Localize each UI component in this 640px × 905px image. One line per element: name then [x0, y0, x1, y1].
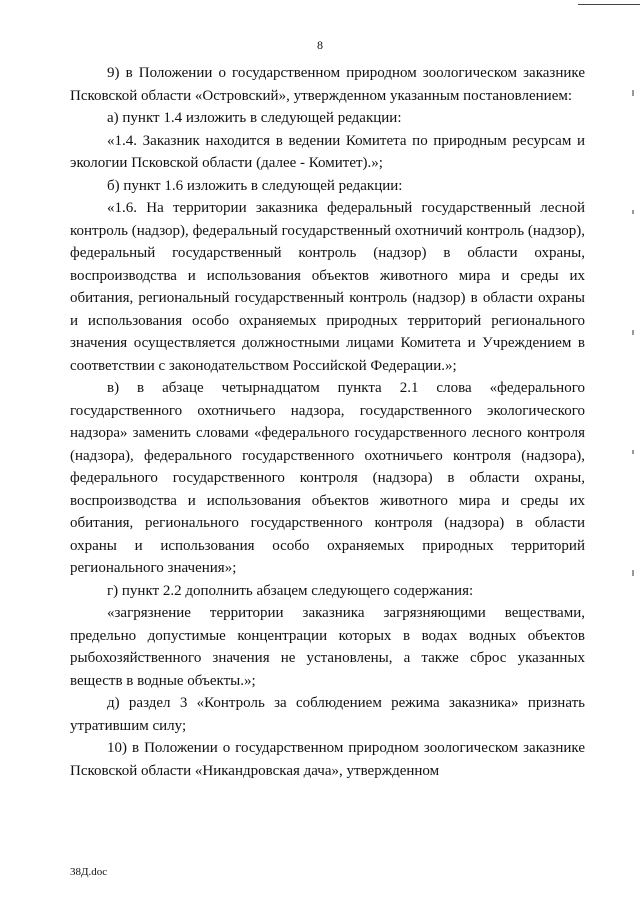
document-body [70, 62, 585, 782]
subitem-g: г) пункт 2.2 дополнить абзацем следующего содержания: [107, 582, 474, 599]
subitem-v: в) в абзаце четырнадцатом пункта 2.1 слова «федерального государственного охотничьего надзора, государственного экологического надзора» заменить словами «федерального государственного лесного контроля (надзора), федерального государственного охотничьего контроля (надзора), федерального государственного контроля (надзора) в области охраны, воспроизводства и использования объектов животного мира и среды их обитания, регионального государственного контроля (надзора) в области охраны и использования особо охраняемых природных территорий регионального значения»; [70, 380, 585, 576]
page-number: 8 [317, 38, 323, 52]
quote-clause-1-4: «1.4. Заказник находится в ведении Комитета по природным ресурсам и экологии Псковской области (далее - Комитет).»; [70, 132, 585, 171]
subitem-d: д) раздел 3 «Контроль за соблюдением режима заказника» признать утратившим силу; [70, 695, 585, 734]
scan-margin-mark [632, 210, 634, 214]
paragraph-item-10: 10) в Положении о государственном природном зоологическом заказнике Псковской области «Никандровская дача», утвержденном [70, 740, 585, 779]
subitem-a: а) пункт 1.4 изложить в следующей редакции: [107, 110, 402, 126]
quote-new-paragraph: «загрязнение территории заказника загрязняющими веществами, предельно допустимые концентрации которых в водах водных объектов рыбохозяйственного значения не установлены, а также сброс указанных веществ в водные объекты.»; [70, 605, 585, 689]
paragraph-item-9: 9) в Положении о государственном природном зоологическом заказнике Псковской области «Островский», утвержденном указанным постановлением: [70, 65, 585, 104]
scan-margin-mark [632, 450, 634, 454]
scan-margin-mark [632, 90, 634, 96]
scan-margin-mark [632, 330, 634, 335]
file-name-footer: 38Д.doc [70, 866, 108, 878]
scan-margin-mark [632, 570, 634, 576]
quote-clause-1-6: «1.6. На территории заказника федеральный государственный лесной контроль (надзор), федеральный государственный охотничий контроль (надзор), федеральный государственный контроль (надзор) в области охраны, воспроизводства и использования объектов животного мира и среды их обитания, региональный государственный контроль (надзор) в области охраны и использования особо охраняемых природных территорий регионального значения осуществляется должностными лицами Комитета и Учреждением в соответствии с законодательством Российской Федерации.»; [70, 200, 585, 374]
subitem-b: б) пункт 1.6 изложить в следующей редакции: [107, 177, 403, 194]
scan-edge-mark [578, 4, 640, 5]
